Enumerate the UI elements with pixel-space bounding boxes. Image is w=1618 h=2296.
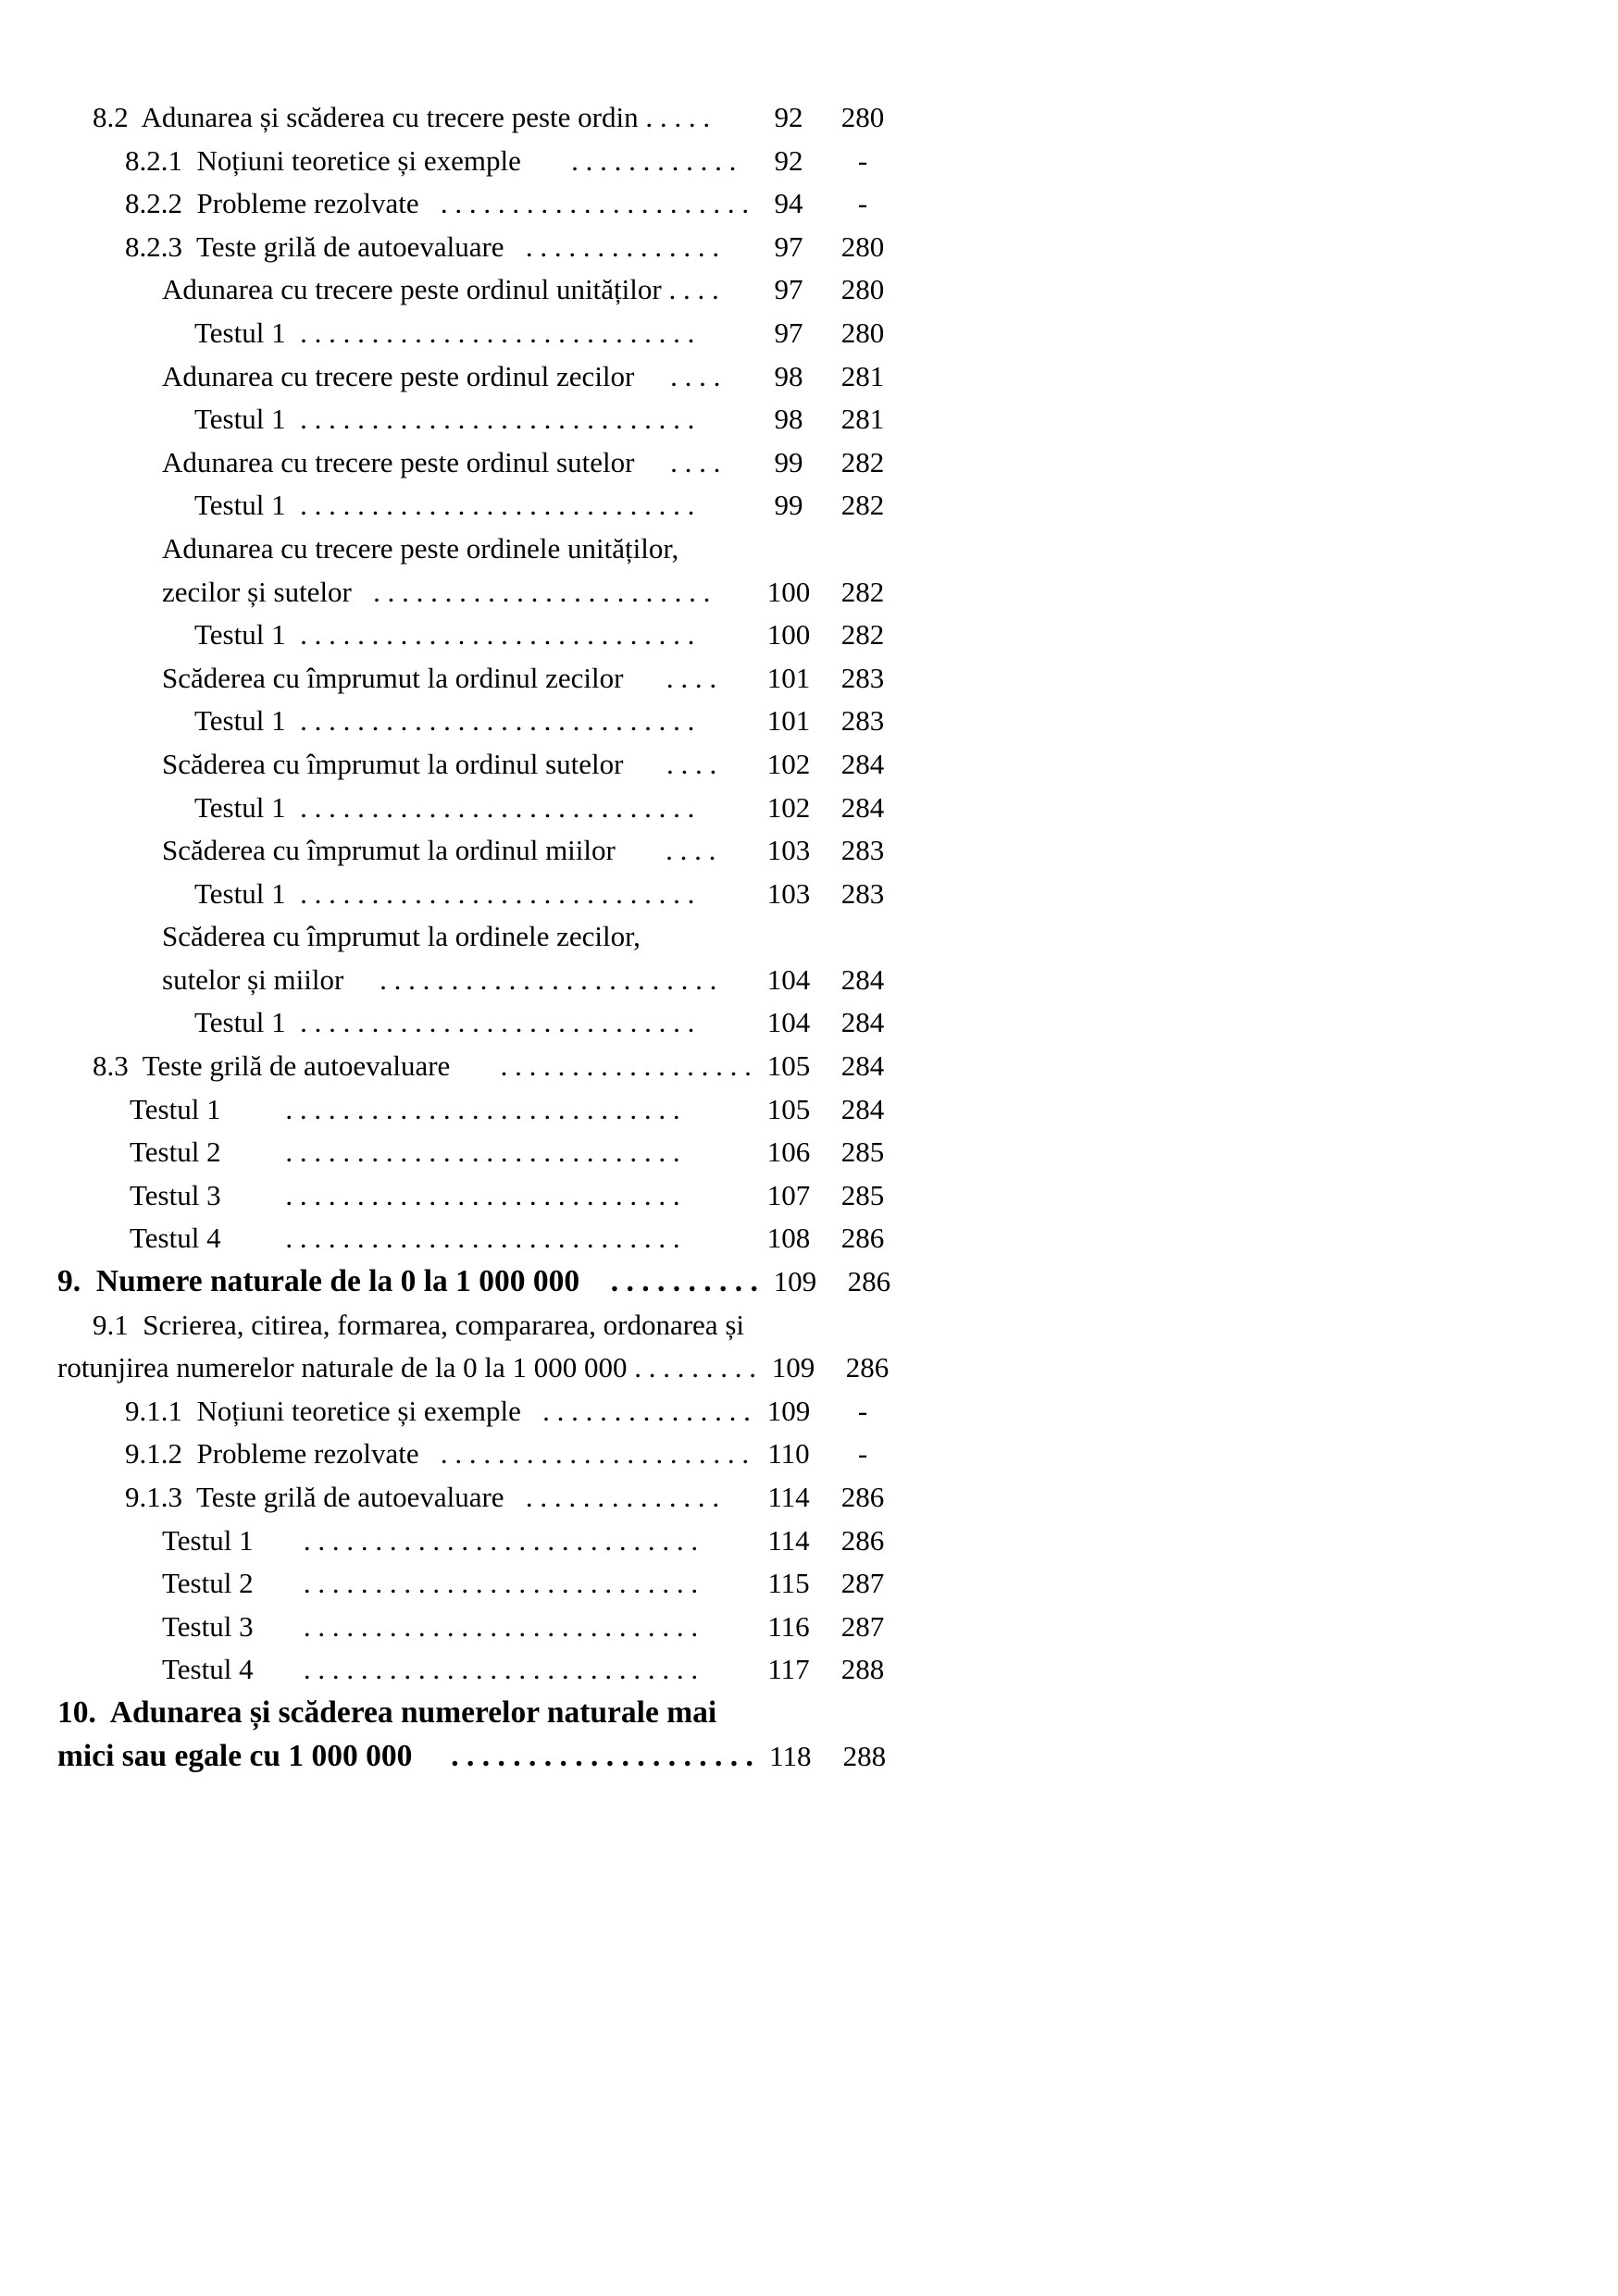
toc-leader-dots: . . . . <box>634 359 721 392</box>
toc-entry-label: 8.2 Adunarea și scăderea cu trecere peste ordin <box>93 101 639 133</box>
toc-entry-label: Testul 1 <box>130 1092 221 1125</box>
toc-book-page-number: 109 <box>773 1265 817 1298</box>
toc-answer-page-number: 282 <box>840 618 885 652</box>
toc-entry <box>57 1433 752 1476</box>
toc-row <box>57 1606 900 1649</box>
toc-entry <box>57 96 752 140</box>
toc-row <box>57 140 900 183</box>
toc-answer-page-number: 281 <box>840 359 885 392</box>
toc-leader-dots: . . . . . . . . . . . . . . . . . . . . . . . . . . . . <box>253 1609 699 1643</box>
toc-entry-label: 9. Numere naturale de la 0 la 1 000 000 <box>57 1264 580 1299</box>
toc-row <box>57 527 900 571</box>
toc-book-page-number: 97 <box>774 230 803 263</box>
toc-leader-dots: . . . . . . . . . . . . <box>520 143 737 177</box>
toc-leader-dots: . . . . . <box>638 101 711 133</box>
toc-entry-label: Testul 3 <box>130 1178 221 1211</box>
toc-leader-dots: . . . . . . . . . . . . . . . . . . <box>450 1049 752 1083</box>
toc-entry <box>57 1692 752 1735</box>
toc-entry-label: Testul 1 <box>194 489 286 522</box>
toc-entry <box>57 441 752 485</box>
toc-row <box>57 1347 900 1390</box>
toc-entry-label: Adunarea cu trecere peste ordinul sutelor <box>162 445 635 478</box>
toc-entry <box>57 1304 752 1347</box>
toc-entry-label: 8.2.3 Teste grilă de autoevaluare <box>125 230 504 263</box>
toc-row <box>57 1476 900 1520</box>
toc-leader-dots: . . . . . . . . . . . . . . . . . . . . . . . . . . . . <box>220 1178 680 1211</box>
toc-answer-page-number: - <box>857 1437 868 1471</box>
toc-book-page-number: 98 <box>774 403 803 436</box>
toc-leader-dots: . . . . . . . . . . . . . . . . . . . . . . . . <box>351 575 711 608</box>
toc-entry-label: 9.1.3 Teste grilă de autoevaluare <box>125 1481 504 1513</box>
toc-entry <box>57 873 752 916</box>
toc-answer-page-number: 286 <box>845 1351 890 1384</box>
toc-entry-label: 10. Adunarea și scăderea numerelor naturale mai <box>57 1694 717 1730</box>
toc-book-page-number: 99 <box>774 445 803 478</box>
toc-answer-page-number: 280 <box>840 101 885 133</box>
toc-entry <box>57 657 752 701</box>
toc-row <box>57 614 900 657</box>
toc-entry-label: 9.1 Scrierea, citirea, formarea, compararea, ordonarea și <box>93 1308 744 1341</box>
toc-book-page-number: 97 <box>774 273 803 306</box>
toc-leader-dots: . . . . . . . . . . . . . . . . . . . . . . <box>418 187 750 220</box>
toc-row <box>57 657 900 701</box>
toc-book-page-number: 114 <box>767 1523 810 1557</box>
toc-book-page-number: 104 <box>766 1006 811 1039</box>
toc-row <box>57 1088 900 1132</box>
toc-book-page-number: 98 <box>774 359 803 392</box>
toc-book-page-number: 92 <box>774 143 803 177</box>
toc-answer-page-number: 284 <box>840 1049 885 1083</box>
toc-entry <box>57 743 752 787</box>
toc-entry <box>57 1260 758 1304</box>
toc-entry <box>57 226 752 269</box>
toc-leader-dots: . . . . . . . . . . . . . . . . . . . . . . . . . . . . <box>285 618 695 652</box>
toc-answer-page-number: 285 <box>840 1136 885 1169</box>
toc-leader-dots: . . . . . . . . . . <box>579 1264 758 1299</box>
toc-answer-page-number: 286 <box>840 1222 885 1255</box>
toc-row <box>57 1304 900 1347</box>
toc-row <box>57 226 900 269</box>
toc-row <box>57 96 900 140</box>
toc-leader-dots: . . . . . . . . . . . . . . . . . . . . <box>412 1738 753 1773</box>
toc-book-page-number: 103 <box>766 834 811 867</box>
toc-entry <box>57 1174 752 1218</box>
toc-entry-label: zecilor și sutelor <box>162 575 352 608</box>
toc-entry <box>57 182 752 226</box>
toc-book-page-number: 110 <box>767 1437 810 1471</box>
toc-entry-label: Testul 2 <box>130 1136 221 1169</box>
toc-answer-page-number: 281 <box>840 403 885 436</box>
toc-leader-dots: . . . . . . . . . <box>627 1351 756 1384</box>
toc-book-page-number: 115 <box>767 1567 810 1600</box>
toc-answer-page-number: 282 <box>840 489 885 522</box>
toc-entry-label: Testul 1 <box>194 316 286 349</box>
toc-row <box>57 571 900 614</box>
toc-entry-label: Testul 1 <box>194 876 286 910</box>
toc-book-page-number: 106 <box>766 1136 811 1169</box>
toc-entry-label: 8.2.1 Noțiuni teoretice și exemple <box>125 143 521 177</box>
toc-entry <box>57 1735 753 1779</box>
toc-leader-dots: . . . . . . . . . . . . . . <box>504 1481 720 1513</box>
toc-entry-label: Testul 3 <box>162 1609 254 1643</box>
toc-entry-label: sutelor și miilor <box>162 962 344 996</box>
toc-row <box>57 915 900 959</box>
toc-row <box>57 1217 900 1260</box>
toc-book-page-number: 101 <box>766 661 811 694</box>
toc-row <box>57 743 900 787</box>
toc-entry-label: Testul 2 <box>162 1567 254 1600</box>
toc-entry-label: Testul 4 <box>162 1653 254 1686</box>
toc-entry <box>57 700 752 743</box>
toc-answer-page-number: 284 <box>840 1092 885 1125</box>
toc-leader-dots: . . . . <box>623 661 717 694</box>
toc-answer-page-number: 282 <box>840 445 885 478</box>
toc-row <box>57 1735 900 1779</box>
toc-book-page-number: 108 <box>766 1222 811 1255</box>
toc-entry-label: 9.1.1 Noțiuni teoretice și exemple <box>125 1394 521 1427</box>
toc-answer-page-number: 280 <box>840 230 885 263</box>
toc-row <box>57 1692 900 1735</box>
toc-answer-page-number: - <box>857 187 868 220</box>
toc-leader-dots: . . . . . . . . . . . . . . . . . . . . . . . . . . . . <box>253 1567 699 1600</box>
toc-row <box>57 1174 900 1218</box>
toc-entry <box>57 571 752 614</box>
toc-book-page-number: 99 <box>774 489 803 522</box>
toc-row <box>57 700 900 743</box>
toc-leader-dots: . . . . . . . . . . . . . . <box>504 230 720 263</box>
toc-answer-page-number: 286 <box>847 1265 891 1298</box>
toc-entry <box>57 1217 752 1260</box>
toc-entry-label: Testul 1 <box>194 704 286 738</box>
toc-entry <box>57 1476 752 1520</box>
toc-entry <box>57 527 752 571</box>
toc-entry <box>57 312 752 355</box>
toc-entry-label: Adunarea cu trecere peste ordinul unităților <box>162 273 662 306</box>
toc-row <box>57 484 900 527</box>
toc-entry-label: 8.3 Teste grilă de autoevaluare <box>93 1049 451 1083</box>
toc-leader-dots: . . . . . . . . . . . . . . . . . . . . . . . . . . . . <box>253 1653 699 1686</box>
toc-entry-label: Scăderea cu împrumut la ordinul zecilor <box>162 661 624 694</box>
toc-leader-dots: . . . . <box>615 834 716 867</box>
toc-entry-label: Testul 1 <box>194 618 286 652</box>
toc-entry <box>57 1001 752 1045</box>
toc-entry <box>57 915 752 959</box>
toc-row <box>57 1131 900 1174</box>
toc-entry-label: rotunjirea numerelor naturale de la 0 la 1 000 000 <box>57 1351 628 1384</box>
toc-answer-page-number: 284 <box>840 962 885 996</box>
toc-answer-page-number: 288 <box>842 1739 887 1772</box>
toc-row <box>57 312 900 355</box>
toc-answer-page-number: 283 <box>840 876 885 910</box>
toc-book-page-number: 109 <box>766 1394 811 1427</box>
toc-row <box>57 1260 900 1304</box>
toc-answer-page-number: 284 <box>840 747 885 780</box>
toc-leader-dots: . . . . . . . . . . . . . . . . . . . . . . . . . . . . <box>285 316 695 349</box>
toc-entry-label: Testul 1 <box>194 1006 286 1039</box>
toc-row <box>57 1390 900 1433</box>
toc-leader-dots: . . . . . . . . . . . . . . . . . . . . . . . . . . . . <box>220 1092 680 1125</box>
toc-answer-page-number: - <box>857 1394 868 1427</box>
toc-entry <box>57 959 752 1002</box>
toc-answer-page-number: 280 <box>840 273 885 306</box>
toc-leader-dots: . . . . . . . . . . . . . . . . . . . . . . . . . . . . <box>285 790 695 824</box>
toc-book-page-number: 100 <box>766 575 811 608</box>
toc-row <box>57 959 900 1002</box>
toc-row <box>57 355 900 399</box>
toc-entry-label: Scăderea cu împrumut la ordinul sutelor <box>162 747 624 780</box>
toc-answer-page-number: 287 <box>840 1567 885 1600</box>
toc-entry-label: Testul 1 <box>194 790 286 824</box>
toc-leader-dots: . . . . . . . . . . . . . . . . . . . . . . . . . . . . <box>285 704 695 738</box>
toc-entry-label: 8.2.2 Probleme rezolvate <box>125 187 419 220</box>
toc-book-page-number: 118 <box>769 1739 812 1772</box>
toc-row <box>57 1001 900 1045</box>
toc-book-page-number: 92 <box>774 101 803 133</box>
toc-book-page-number: 102 <box>766 790 811 824</box>
toc-entry <box>57 1045 752 1088</box>
toc-answer-page-number: 280 <box>840 316 885 349</box>
toc-answer-page-number: 283 <box>840 661 885 694</box>
toc-entry <box>57 1347 756 1390</box>
toc-entry <box>57 398 752 441</box>
toc-row <box>57 268 900 312</box>
toc-row <box>57 873 900 916</box>
toc-entry-label: Testul 4 <box>130 1222 221 1255</box>
toc-entry <box>57 1390 752 1433</box>
toc-answer-page-number: - <box>857 143 868 177</box>
toc-answer-page-number: 283 <box>840 704 885 738</box>
toc-answer-page-number: 284 <box>840 790 885 824</box>
toc-book-page-number: 104 <box>766 962 811 996</box>
toc-row <box>57 182 900 226</box>
toc-entry <box>57 829 752 873</box>
toc-row <box>57 829 900 873</box>
toc-entry <box>57 1606 752 1649</box>
toc-leader-dots: . . . . . . . . . . . . . . . . . . . . . . . . . . . . <box>220 1222 680 1255</box>
toc-leader-dots: . . . . . . . . . . . . . . . . . . . . . . . . . . . . <box>253 1523 699 1557</box>
toc-book-page-number: 116 <box>767 1609 810 1643</box>
toc-entry <box>57 1520 752 1563</box>
toc-row <box>57 1045 900 1088</box>
toc-entry-label: Adunarea cu trecere peste ordinul zecilor <box>162 359 635 392</box>
toc-book-page-number: 117 <box>767 1653 810 1686</box>
toc-book-page-number: 105 <box>766 1049 811 1083</box>
toc-entry-label: mici sau egale cu 1 000 000 <box>57 1738 413 1773</box>
toc-leader-dots: . . . . . . . . . . . . . . . . . . . . . . <box>418 1437 750 1471</box>
toc-answer-page-number: 286 <box>840 1481 885 1513</box>
toc-leader-dots: . . . . . . . . . . . . . . . <box>520 1394 751 1427</box>
toc-answer-page-number: 283 <box>840 834 885 867</box>
toc-leader-dots: . . . . . . . . . . . . . . . . . . . . . . . . . . . . <box>285 489 695 522</box>
toc-entry <box>57 355 752 399</box>
toc-entry-label: Scăderea cu împrumut la ordinele zecilor, <box>162 920 641 953</box>
toc-answer-page-number: 288 <box>840 1653 885 1686</box>
toc-entry <box>57 1648 752 1692</box>
toc-row <box>57 1648 900 1692</box>
toc-row <box>57 398 900 441</box>
toc-row <box>57 1520 900 1563</box>
toc-entry <box>57 614 752 657</box>
toc-entry <box>57 787 752 830</box>
toc-book-page-number: 100 <box>766 618 811 652</box>
toc-entry <box>57 1088 752 1132</box>
toc-leader-dots: . . . . <box>634 445 721 478</box>
toc-row <box>57 787 900 830</box>
toc <box>57 96 900 1778</box>
toc-leader-dots: . . . . . . . . . . . . . . . . . . . . . . . . . . . . <box>285 1006 695 1039</box>
toc-book-page-number: 109 <box>771 1351 815 1384</box>
toc-entry-label: Scăderea cu împrumut la ordinul miilor <box>162 834 616 867</box>
toc-entry <box>57 140 752 183</box>
toc-entry-label: Testul 1 <box>194 403 286 436</box>
toc-entry-label: Adunarea cu trecere peste ordinele unităților, <box>162 531 679 565</box>
toc-book-page-number: 107 <box>766 1178 811 1211</box>
toc-leader-dots: . . . . <box>661 273 719 306</box>
toc-answer-page-number: 287 <box>840 1609 885 1643</box>
toc-row <box>57 441 900 485</box>
toc-row <box>57 1433 900 1476</box>
toc-book-page-number: 103 <box>766 876 811 910</box>
toc-row <box>57 1562 900 1606</box>
toc-leader-dots: . . . . . . . . . . . . . . . . . . . . . . . . <box>343 962 717 996</box>
toc-entry <box>57 268 752 312</box>
toc-book-page-number: 114 <box>767 1481 810 1513</box>
toc-leader-dots: . . . . . . . . . . . . . . . . . . . . . . . . . . . . <box>285 876 695 910</box>
toc-leader-dots: . . . . <box>623 747 717 780</box>
toc-answer-page-number: 286 <box>840 1523 885 1557</box>
toc-book-page-number: 102 <box>766 747 811 780</box>
toc-entry <box>57 1131 752 1174</box>
toc-entry-label: Testul 1 <box>162 1523 254 1557</box>
toc-book-page-number: 105 <box>766 1092 811 1125</box>
toc-book-page-number: 97 <box>774 316 803 349</box>
toc-book-page-number: 94 <box>774 187 803 220</box>
toc-answer-page-number: 284 <box>840 1006 885 1039</box>
toc-book-page-number: 101 <box>766 704 811 738</box>
toc-entry <box>57 1562 752 1606</box>
toc-entry-label: 9.1.2 Probleme rezolvate <box>125 1437 419 1471</box>
toc-leader-dots: . . . . . . . . . . . . . . . . . . . . . . . . . . . . <box>220 1136 680 1169</box>
toc-leader-dots: . . . . . . . . . . . . . . . . . . . . . . . . . . . . <box>285 403 695 436</box>
toc-entry <box>57 484 752 527</box>
toc-answer-page-number: 282 <box>840 575 885 608</box>
toc-answer-page-number: 285 <box>840 1178 885 1211</box>
